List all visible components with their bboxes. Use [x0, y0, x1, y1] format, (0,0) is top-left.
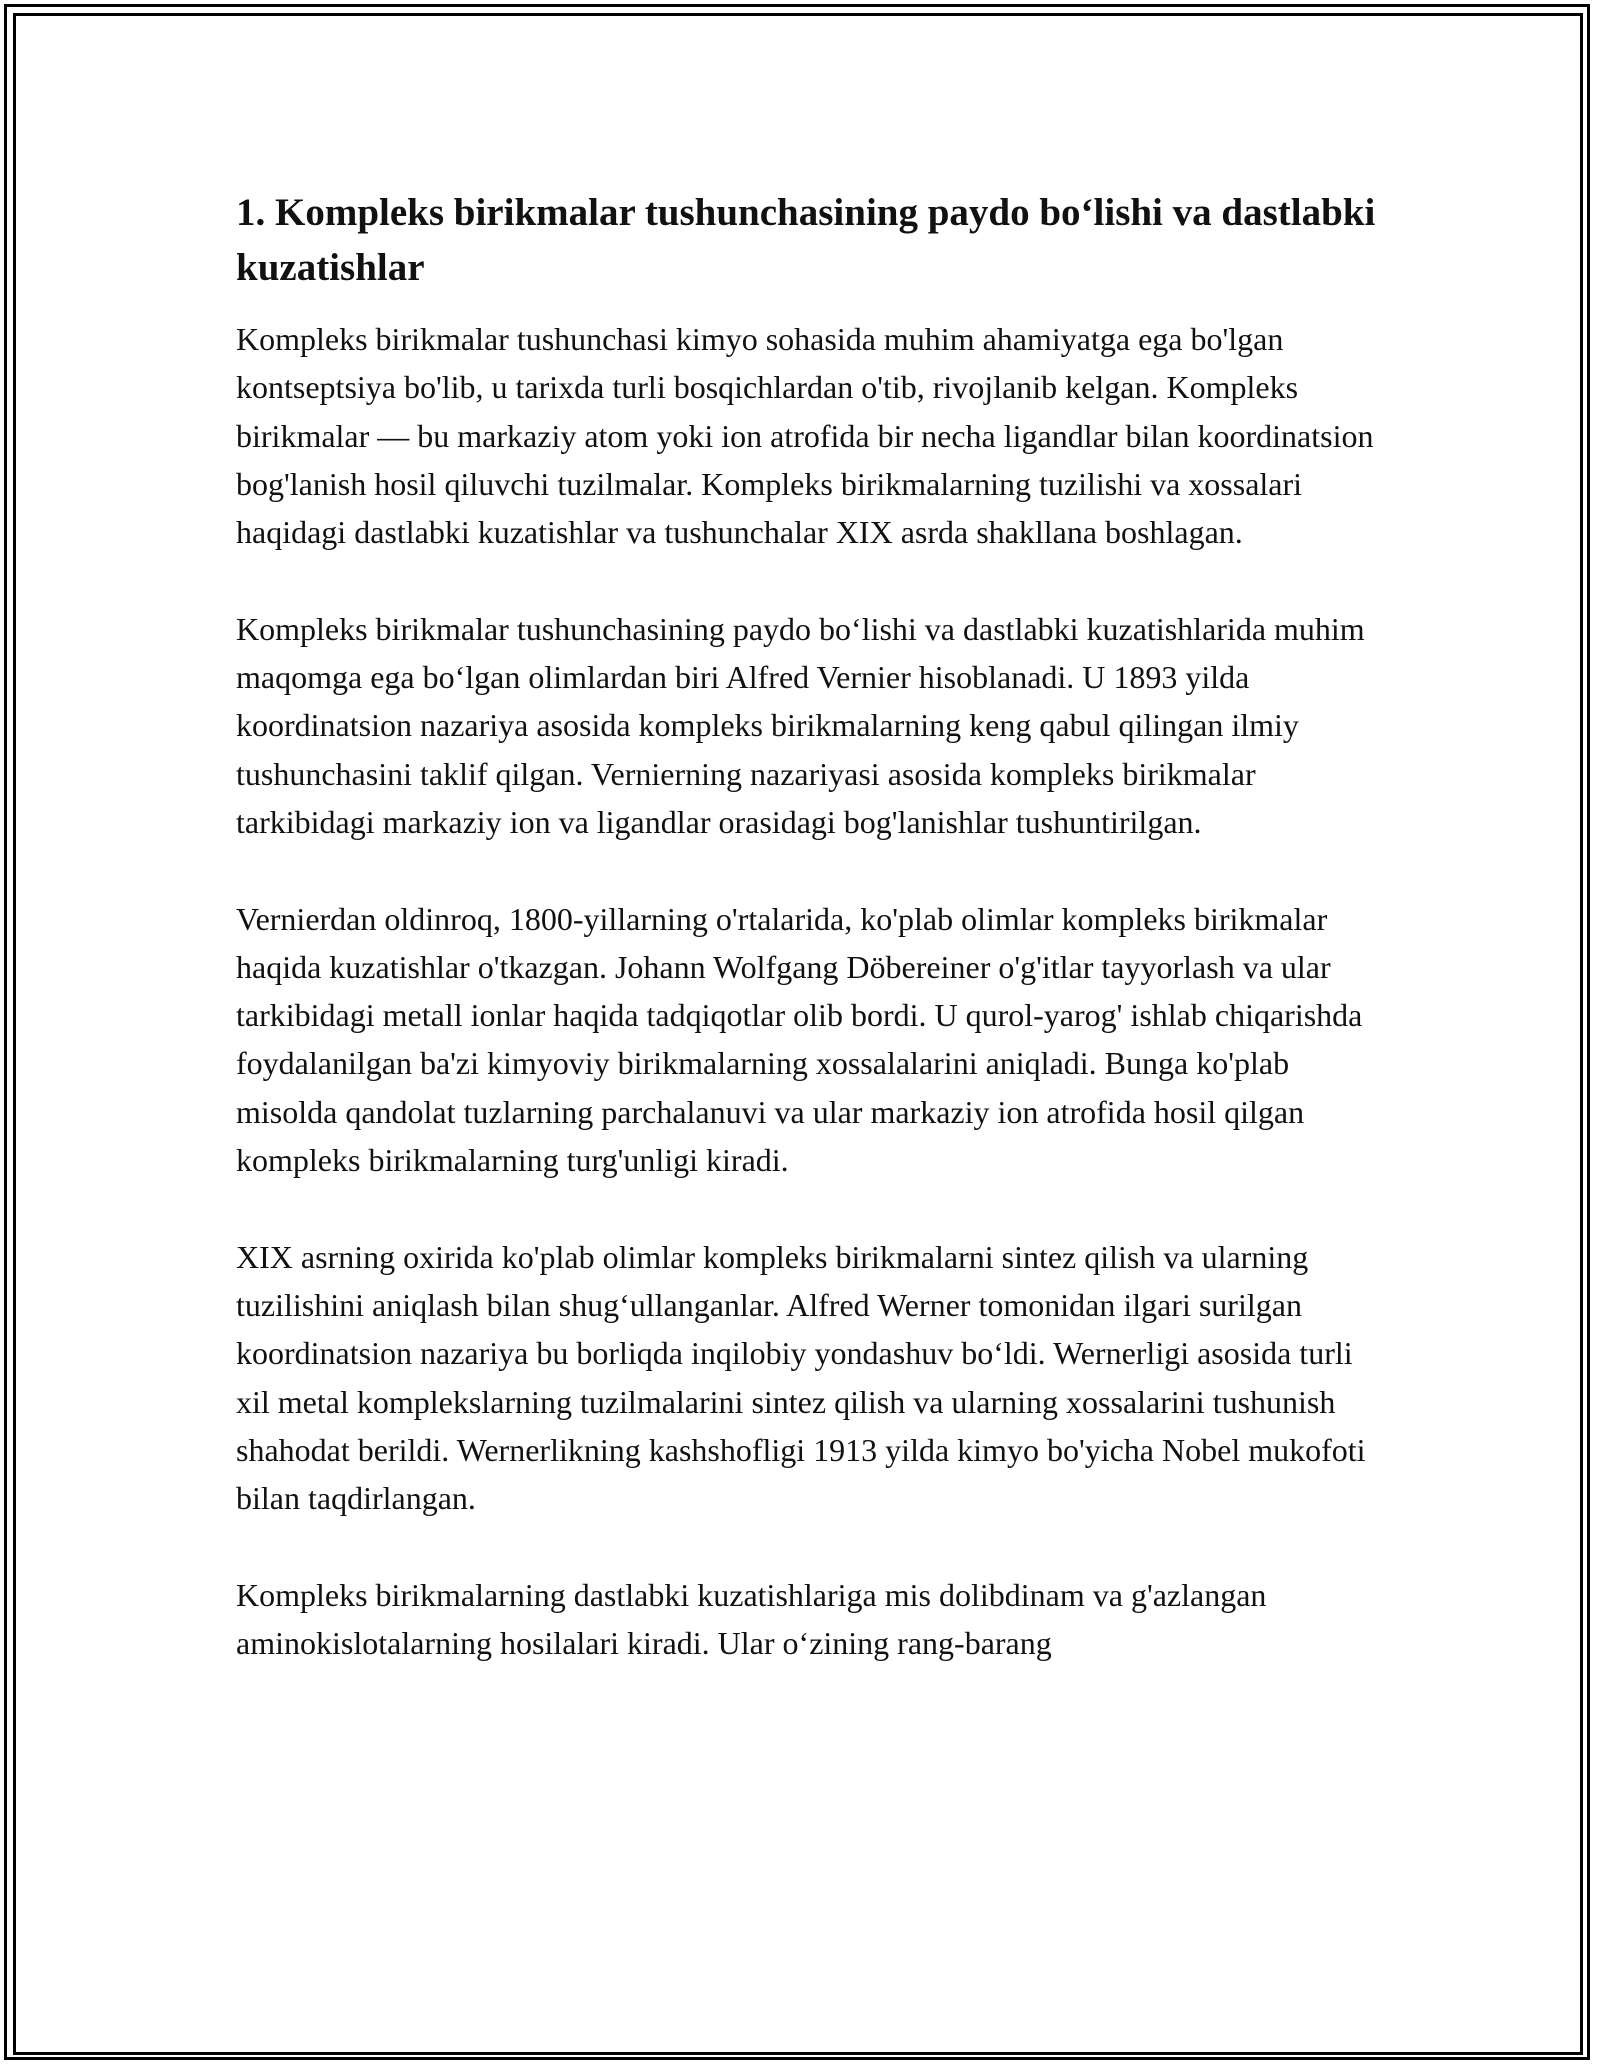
paragraph-4: XIX asrning oxirida ko'plab olimlar kompleks birikmalarni sintez qilish va ularning tuzilishini aniqlash bilan shug‘ullanganlar. Alfred Werner tomonidan ilgari surilgan koordinatsion nazariya bu borliqda inqilobiy yondashuv bo‘ldi. Wernerligi asosida turli xil metal komplekslarning tuzilmalarini sintez qilish va ularning xossalarini tushunish shahodat berildi. Wernerlikning kashshofligi 1913 yilda kimyo bo'yicha Nobel mukofoti bilan taqdirlangan. — [236, 1238, 1366, 1517]
document-body — [236, 185, 1386, 1716]
paragraph-2: Kompleks birikmalar tushunchasining paydo bo‘lishi va dastlabki kuzatishlarida muhim maqomga ega bo‘lgan olimlardan biri Alfred Vernier hisoblanadi. U 1893 yilda koordinatsion nazariya asosida kompleks birikmalarning keng qabul qilingan ilmiy tushunchasini taklif qilgan. Vernierning nazariyasi asosida kompleks birikmalar tarkibidagi markaziy ion va ligandlar orasidagi bog'lanishlar tushuntirilgan. — [236, 610, 1365, 840]
paragraph-3: Vernierdan oldinroq, 1800-yillarning o'rtalarida, ko'plab olimlar kompleks birikmalar haqida kuzatishlar o'tkazgan. Johann Wolfgang Döbereiner o'g'itlar tayyorlash va ular tarkibidagi metall ionlar haqida tadqiqotlar olib bordi. U qurol-yarog' ishlab chiqarishda foydalanilgan ba'zi kimyoviy birikmalarning xossalalarini aniqladi. Bunga ko'plab misolda qandolat tuzlarning parchalanuvi va ular markaziy ion atrofida hosil qilgan kompleks birikmalarning turg'unligi kiradi. — [236, 900, 1363, 1179]
section-heading: 1. Kompleks birikmalar tushunchasining paydo bo‘lishi va dastlabki kuzatishlar — [236, 191, 1376, 289]
paragraph-5: Kompleks birikmalarning dastlabki kuzatishlariga mis dolibdinam va g'azlangan aminokislotalarning hosilalari kiradi. Ular o‘zining rang-barang — [236, 1576, 1267, 1662]
paragraph-1: Kompleks birikmalar tushunchasi kimyo sohasida muhim ahamiyatga ega bo'lgan kontseptsiya bo'lib, u tarixda turli bosqichlardan o'tib, rivojlanib kelgan. Kompleks birikmalar — bu markaziy atom yoki ion atrofida bir necha ligandlar bilan koordinatsion bog'lanish hosil qiluvchi tuzilmalar. Kompleks birikmalarning tuzilishi va xossalari haqidagi dastlabki kuzatishlar va tushunchalar XIX asrda shakllana boshlagan. — [236, 321, 1374, 551]
